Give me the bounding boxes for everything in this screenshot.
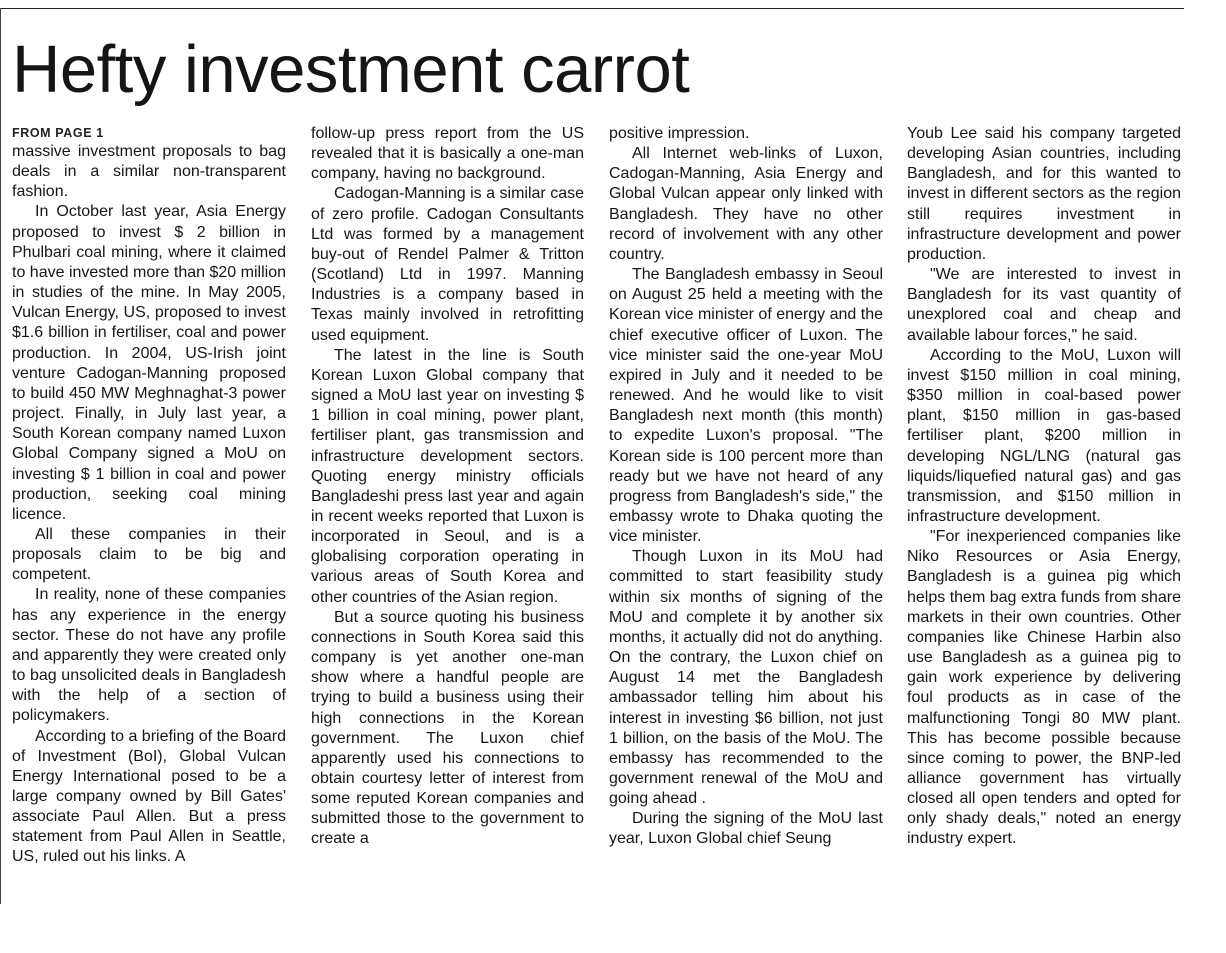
paragraph: The Bangladesh embassy in Seoul on August 25 held a meeting with the Korean vice minister of energy and the chief executive officer of Luxon. The vice minister said the one-year MoU expired in July and it needed to be renewed. And he would like to visit Bangladesh next month (this month) to expedite Luxon's proposal. "The Korean side is 100 percent more than ready but we have not heard of any progress from Bangladesh's side," the embassy wrote to Dhaka quoting the vice minister. [609,266,883,546]
paragraph: Youb Lee said his company targeted developing Asian countries, including Bangladesh, and for this wanted to invest in different sectors as the region still requires investment in infrastructure development and power production. [907,125,1181,263]
paragraph: According to a briefing of the Board of Investment (BoI), Global Vulcan Energy International posed to be a large company owned by Bill Gates' associate Paul Allen. But a press statement from Paul Allen in Seattle, US, ruled out his links. A [12,727,286,866]
kicker-from-page: FROM PAGE 1 [12,126,104,140]
paragraph: follow-up press report from the US revealed that it is basically a one-man company, having no background. [311,125,584,183]
paragraph: In reality, none of these companies has any experience in the energy sector. These do not have any profile and apparently they were created only to bag unsolicited deals in Bangladesh with the help of a section of policymakers. [12,586,286,725]
paragraph: According to the MoU, Luxon will invest $150 million in coal mining, $350 million in coal-based power plant, $150 million in gas-based fertiliser plant, $200 million in developing NGL/LNG (natural gas liquids/liquefied natural gas) and gas transmission, and $150 million in infrastructure development. [907,346,1181,525]
article-column-3 [609,124,883,850]
paragraph: The latest in the line is South Korean Luxon Global company that signed a MoU last year on investing $ 1 billion in coal mining, power plant, fertiliser plant, gas transmission and infrastructure development sectors. Quoting energy ministry officials Bangladeshi press last year and again in recent weeks reported that Luxon is incorporated in Seoul, and is a globalising corporation operating in various areas of South Korea and other countries of the Asian region. [311,346,584,606]
article-column-1 [12,124,286,868]
paragraph: massive investment proposals to bag deals in a similar non-transparent fashion. [12,143,286,201]
headline: Hefty investment carrot [12,32,690,107]
paragraph: "For inexperienced companies like Niko Resources or Asia Energy, Bangladesh is a guinea pig which helps them bag extra funds from share markets in their own countries. Other companies like Chinese Harbin also use Bangladesh as a guinea pig to gain work experience by delivering foul products as in case of the malfunctioning Tongi 80 MW plant. This has become possible because since coming to power, the BNP-led alliance government has virtually closed all open tenders and opted for only shady deals," noted an energy industry expert. [907,528,1181,848]
left-column-rule [0,8,1,904]
paragraph: In October last year, Asia Energy proposed to invest $ 2 billion in Phulbari coal mining, where it claimed to have invested more than $20 million in studies of the mine. In May 2005, Vulcan Energy, US, proposed to invest $1.6 billion in fertiliser, coal and power production. In 2004, US-Irish joint venture Cadogan-Manning proposed to build 450 MW Meghnaghat-3 power project. Finally, in July last year, a South Korean company named Luxon Global Company signed a MoU on investing $ 1 billion in coal and power production, seeking coal mining licence. [12,203,286,523]
paragraph: "We are interested to invest in Bangladesh for its vast quantity of unexplored coal and cheap and available labour forces," he said. [907,266,1181,344]
paragraph: All these companies in their proposals claim to be big and competent. [12,525,286,584]
paragraph: But a source quoting his business connections in South Korea said this company is yet another one-man show where a handful people are trying to build a business using their high connections in the Korean government. The Luxon chief apparently used his connections to obtain courtesy letter of interest from some reputed Korean companies and submitted those to the government to create a [311,608,584,848]
paragraph: During the signing of the MoU last year, Luxon Global chief Seung [609,810,883,848]
paragraph: All Internet web-links of Luxon, Cadogan-Manning, Asia Energy and Global Vulcan appear only linked with Bangladesh. They have no other record of involvement with any other country. [609,145,883,263]
paragraph: positive impression. [609,125,750,142]
top-rule [0,8,1184,9]
paragraph: Cadogan-Manning is a similar case of zero profile. Cadogan Consultants Ltd was formed by a management buy-out of Rendel Palmer & Tritton (Scotland) Ltd in 1997. Manning Industries is a company based in Texas mainly involved in retrofitting used equipment. [311,185,584,344]
paragraph: Though Luxon in its MoU had committed to start feasibility study within six months of signing of the MoU and complete it by another six months, it actually did not do anything. On the contrary, the Luxon chief on August 14 met the Bangladesh ambassador telling him about his interest in investing $6 billion, not just 1 billion, on the basis of the MoU. The embassy has recommended to the government renewal of the MoU and going ahead . [609,548,883,808]
article-column-2 [311,124,584,850]
article-column-4 [907,124,1181,850]
